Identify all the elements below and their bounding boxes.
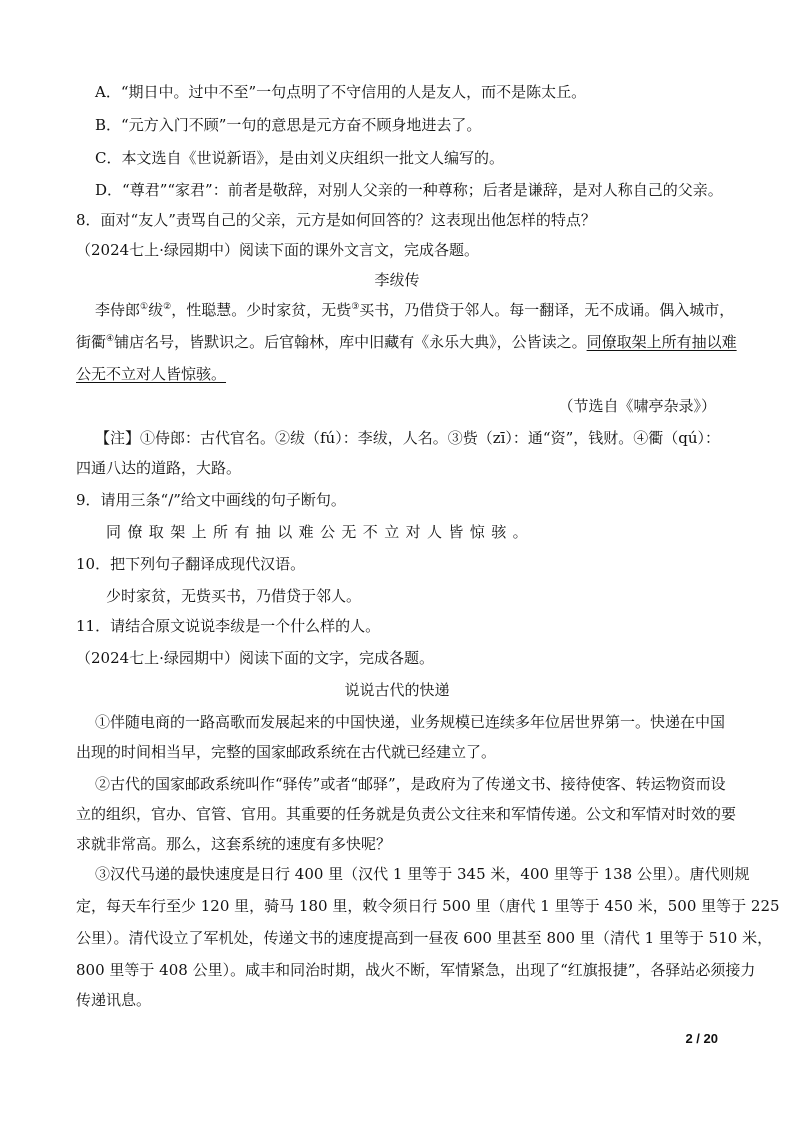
passage1-source: （节选自《啸亭杂录》）	[558, 397, 716, 415]
passage2-p2-line1: ②古代的国家邮政系统叫作“驿传”或者“邮驿”，是政府为了传递文书、接待使客、转运物资而设	[95, 775, 726, 793]
passage1-line3	[76, 364, 726, 384]
question-9: 9．请用三条“/”给文中画线的句子断句。	[76, 491, 346, 509]
q7-option-b: B．“元方入门不顾”一句的意思是元方奋不顾身地进去了。	[95, 116, 482, 134]
passage2-p3-line1: ③汉代马递的最快速度是日行 400 里（汉代 1 里等于 345 米，400 里等于 138 公里）。唐代则规	[95, 865, 750, 883]
passage1-line2: 街衢④铺店名号，皆默识之。后官翰林，库中旧藏有《永乐大典》，公皆读之。同僚取架上所有抽以难	[76, 333, 737, 351]
q7-option-d: D．“尊君”“家君”：前者是敬辞，对别人父亲的一种尊称；后者是谦辞，是对人称自己的父亲。	[95, 181, 723, 199]
question-9-sentence: 同僚取架上所有抽以难公无不立对人皆惊骇。	[106, 523, 535, 541]
question-8: 8．面对“友人”责骂自己的父亲，元方是如何回答的？这表现出他怎样的特点？	[76, 211, 596, 229]
passage2-p2-line2: 立的组织，官办、官管、官用。其重要的任务就是负责公文往来和军情传递。公文和军情对时效的要	[76, 805, 737, 823]
page-number: 2 / 20	[685, 1031, 718, 1046]
q7-option-a: A．“期日中。过中不至”一句点明了不守信用的人是友人，而不是陈太丘。	[95, 83, 587, 101]
underlined-sentence-part2: 公无不立对人皆惊骇。	[76, 365, 227, 383]
passage2-p3-line5: 传递讯息。	[76, 991, 152, 1009]
passage1-note-line2: 四通八达的道路，大路。	[76, 459, 242, 477]
passage2-p3-line3: 公里）。清代设立了军机处，传递文书的速度提高到一昼夜 600 里甚至 800 里（清代 1 里等于 510 米，	[76, 929, 773, 947]
question-10-sentence: 少时家贫，无赀买书，乃借贷于邻人。	[106, 587, 362, 605]
passage2-p1-line1: ①伴随电商的一路高歌而发展起来的中国快递，业务规模已连续多年位居世界第一。快递在中国	[95, 713, 726, 731]
passage2-p3-line4: 800 里等于 408 公里）。咸丰和同治时期，战火不断，军情紧急，出现了“红旗报捷”，各驿站必须接力	[76, 961, 756, 979]
passage1-title: 李绂传	[374, 271, 420, 289]
question-10: 10．把下列句子翻译成现代汉语。	[76, 555, 306, 573]
passage1-intro: （2024七上·绿园期中）阅读下面的课外文言文，完成各题。	[76, 241, 479, 259]
passage2-p2-line3: 求就非常高。那么，这套系统的速度有多快呢？	[76, 835, 392, 853]
passage2-p3-line2: 定，每天车行至少 120 里，骑马 180 里，敕令须日行 500 里（唐代 1 里等于 450 米，500 里等于 225	[76, 897, 780, 915]
q7-option-c: C．本文选自《世说新语》，是由刘义庆组织一批文人编写的。	[95, 149, 504, 167]
question-11: 11．请结合原文说说李绂是一个什么样的人。	[76, 617, 381, 635]
passage2-p1-line2: 出现的时间相当早，完整的国家邮政系统在古代就已经建立了。	[76, 743, 497, 761]
passage1-line1: 李侍郎①绂②，性聪慧。少时家贫，无赀③买书，乃借贷于邻人。每一翻译，无不成诵。偶入城市，	[95, 301, 735, 319]
passage2-title: 说说古代的快递	[344, 681, 450, 699]
underlined-sentence-part1: 同僚取架上所有抽以难	[586, 333, 737, 351]
passage1-note-line1: 【注】①侍郎：古代官名。②绂（fú）：李绂，人名。③赀（zī）：通“资”，钱财。④衢（qú）：	[95, 429, 721, 447]
passage2-intro: （2024七上·绿园期中）阅读下面的文字，完成各题。	[76, 649, 434, 667]
